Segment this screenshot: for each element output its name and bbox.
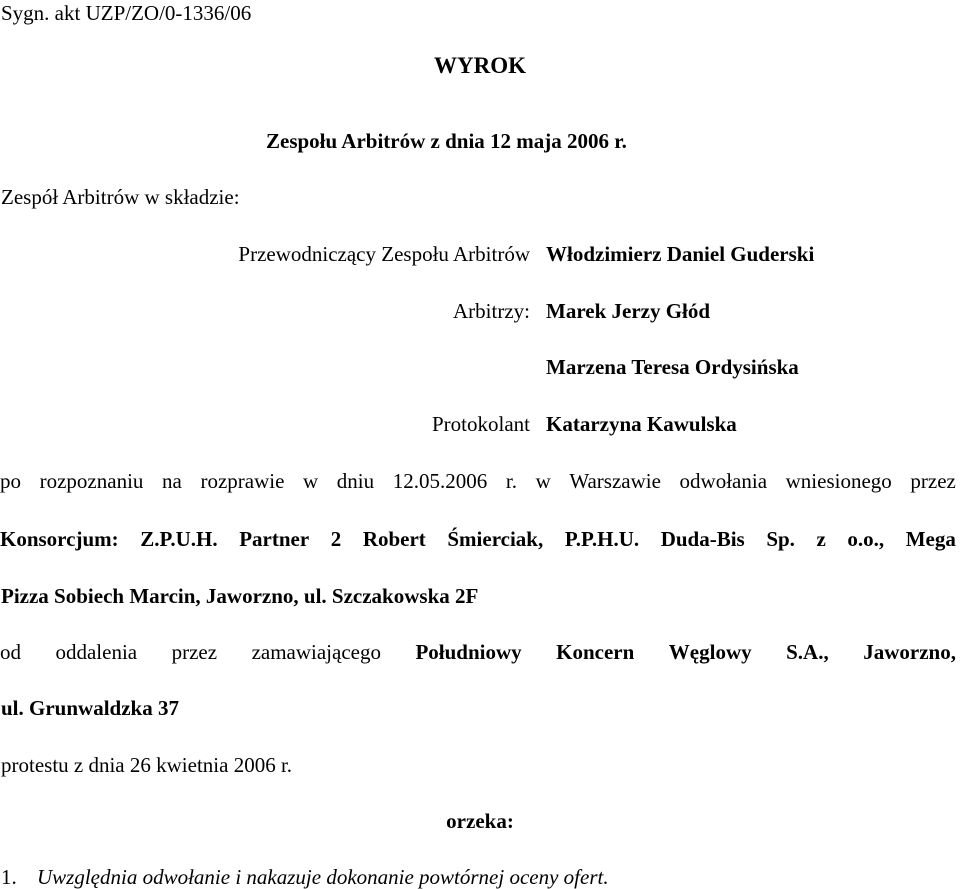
document-title: WYROK (434, 53, 526, 78)
word: Mega (905, 527, 956, 551)
arbiters-label: Arbitrzy: (453, 299, 530, 323)
body-line-1 (0, 471, 956, 492)
body-line-5: ul. Grunwaldzka 37 (1, 696, 179, 720)
word: Południowy (415, 640, 522, 664)
word: przez (171, 640, 218, 664)
body-line-3: Pizza Sobiech Marcin, Jaworzno, ul. Szczakowska 2F (1, 584, 479, 608)
word: r. (505, 469, 517, 493)
ruling-label: orzeka: (446, 809, 514, 833)
word: w (303, 469, 319, 493)
chair-label: Przewodniczący Zespołu Arbitrów (238, 242, 530, 266)
body-line-6: protestu z dnia 26 kwietnia 2006 r. (1, 753, 293, 777)
word: rozpoznaniu (39, 469, 144, 493)
word: Duda-Bis (660, 527, 745, 551)
word: Jaworzno, (863, 640, 956, 664)
panel-intro: Zespół Arbitrów w składzie: (1, 185, 240, 209)
arbiter-2-name: Marzena Teresa Ordysińska (546, 355, 799, 379)
word: od (0, 640, 21, 664)
arbiter-1-name: Marek Jerzy Głód (546, 299, 711, 323)
ruling-item-text: Uwzględnia odwołanie i nakazuje dokonanie powtórnej oceny ofert. (37, 865, 609, 889)
word: Robert (362, 527, 426, 551)
word: w (535, 469, 551, 493)
chair-name: Włodzimierz Daniel Guderski (546, 242, 815, 266)
word: zamawiającego (251, 640, 381, 664)
clerk-name: Katarzyna Kawulska (546, 412, 737, 436)
word: Śmierciak, (447, 527, 544, 551)
word: odwołania (679, 469, 768, 493)
word: Z.P.U.H. (140, 527, 218, 551)
document-subtitle: Zespołu Arbitrów z dnia 12 maja 2006 r. (266, 129, 627, 153)
word: dniu (336, 469, 375, 493)
word: S.A., (786, 640, 829, 664)
word: Węglowy (668, 640, 752, 664)
body-line-2 (0, 529, 956, 550)
word: Sp. (766, 527, 795, 551)
word: Koncern (556, 640, 635, 664)
word: przez (910, 469, 956, 493)
word: Partner (239, 527, 310, 551)
word: z (816, 527, 826, 551)
word: Warszawie (569, 469, 661, 493)
word: 12.05.2006 (392, 469, 488, 493)
ruling-item-number: 1. (1, 865, 17, 889)
clerk-label: Protokolant (432, 412, 530, 436)
word: Konsorcjum: (0, 527, 119, 551)
word: 2 (330, 527, 342, 551)
word: rozprawie (200, 469, 285, 493)
word: na (162, 469, 182, 493)
case-signature: Sygn. akt UZP/ZO/0-1336/06 (1, 1, 252, 25)
body-line-4 (0, 642, 956, 663)
word: o.o., (847, 527, 885, 551)
word: oddalenia (55, 640, 138, 664)
word: po (0, 469, 21, 493)
word: P.P.H.U. (564, 527, 640, 551)
word: wniesionego (785, 469, 892, 493)
